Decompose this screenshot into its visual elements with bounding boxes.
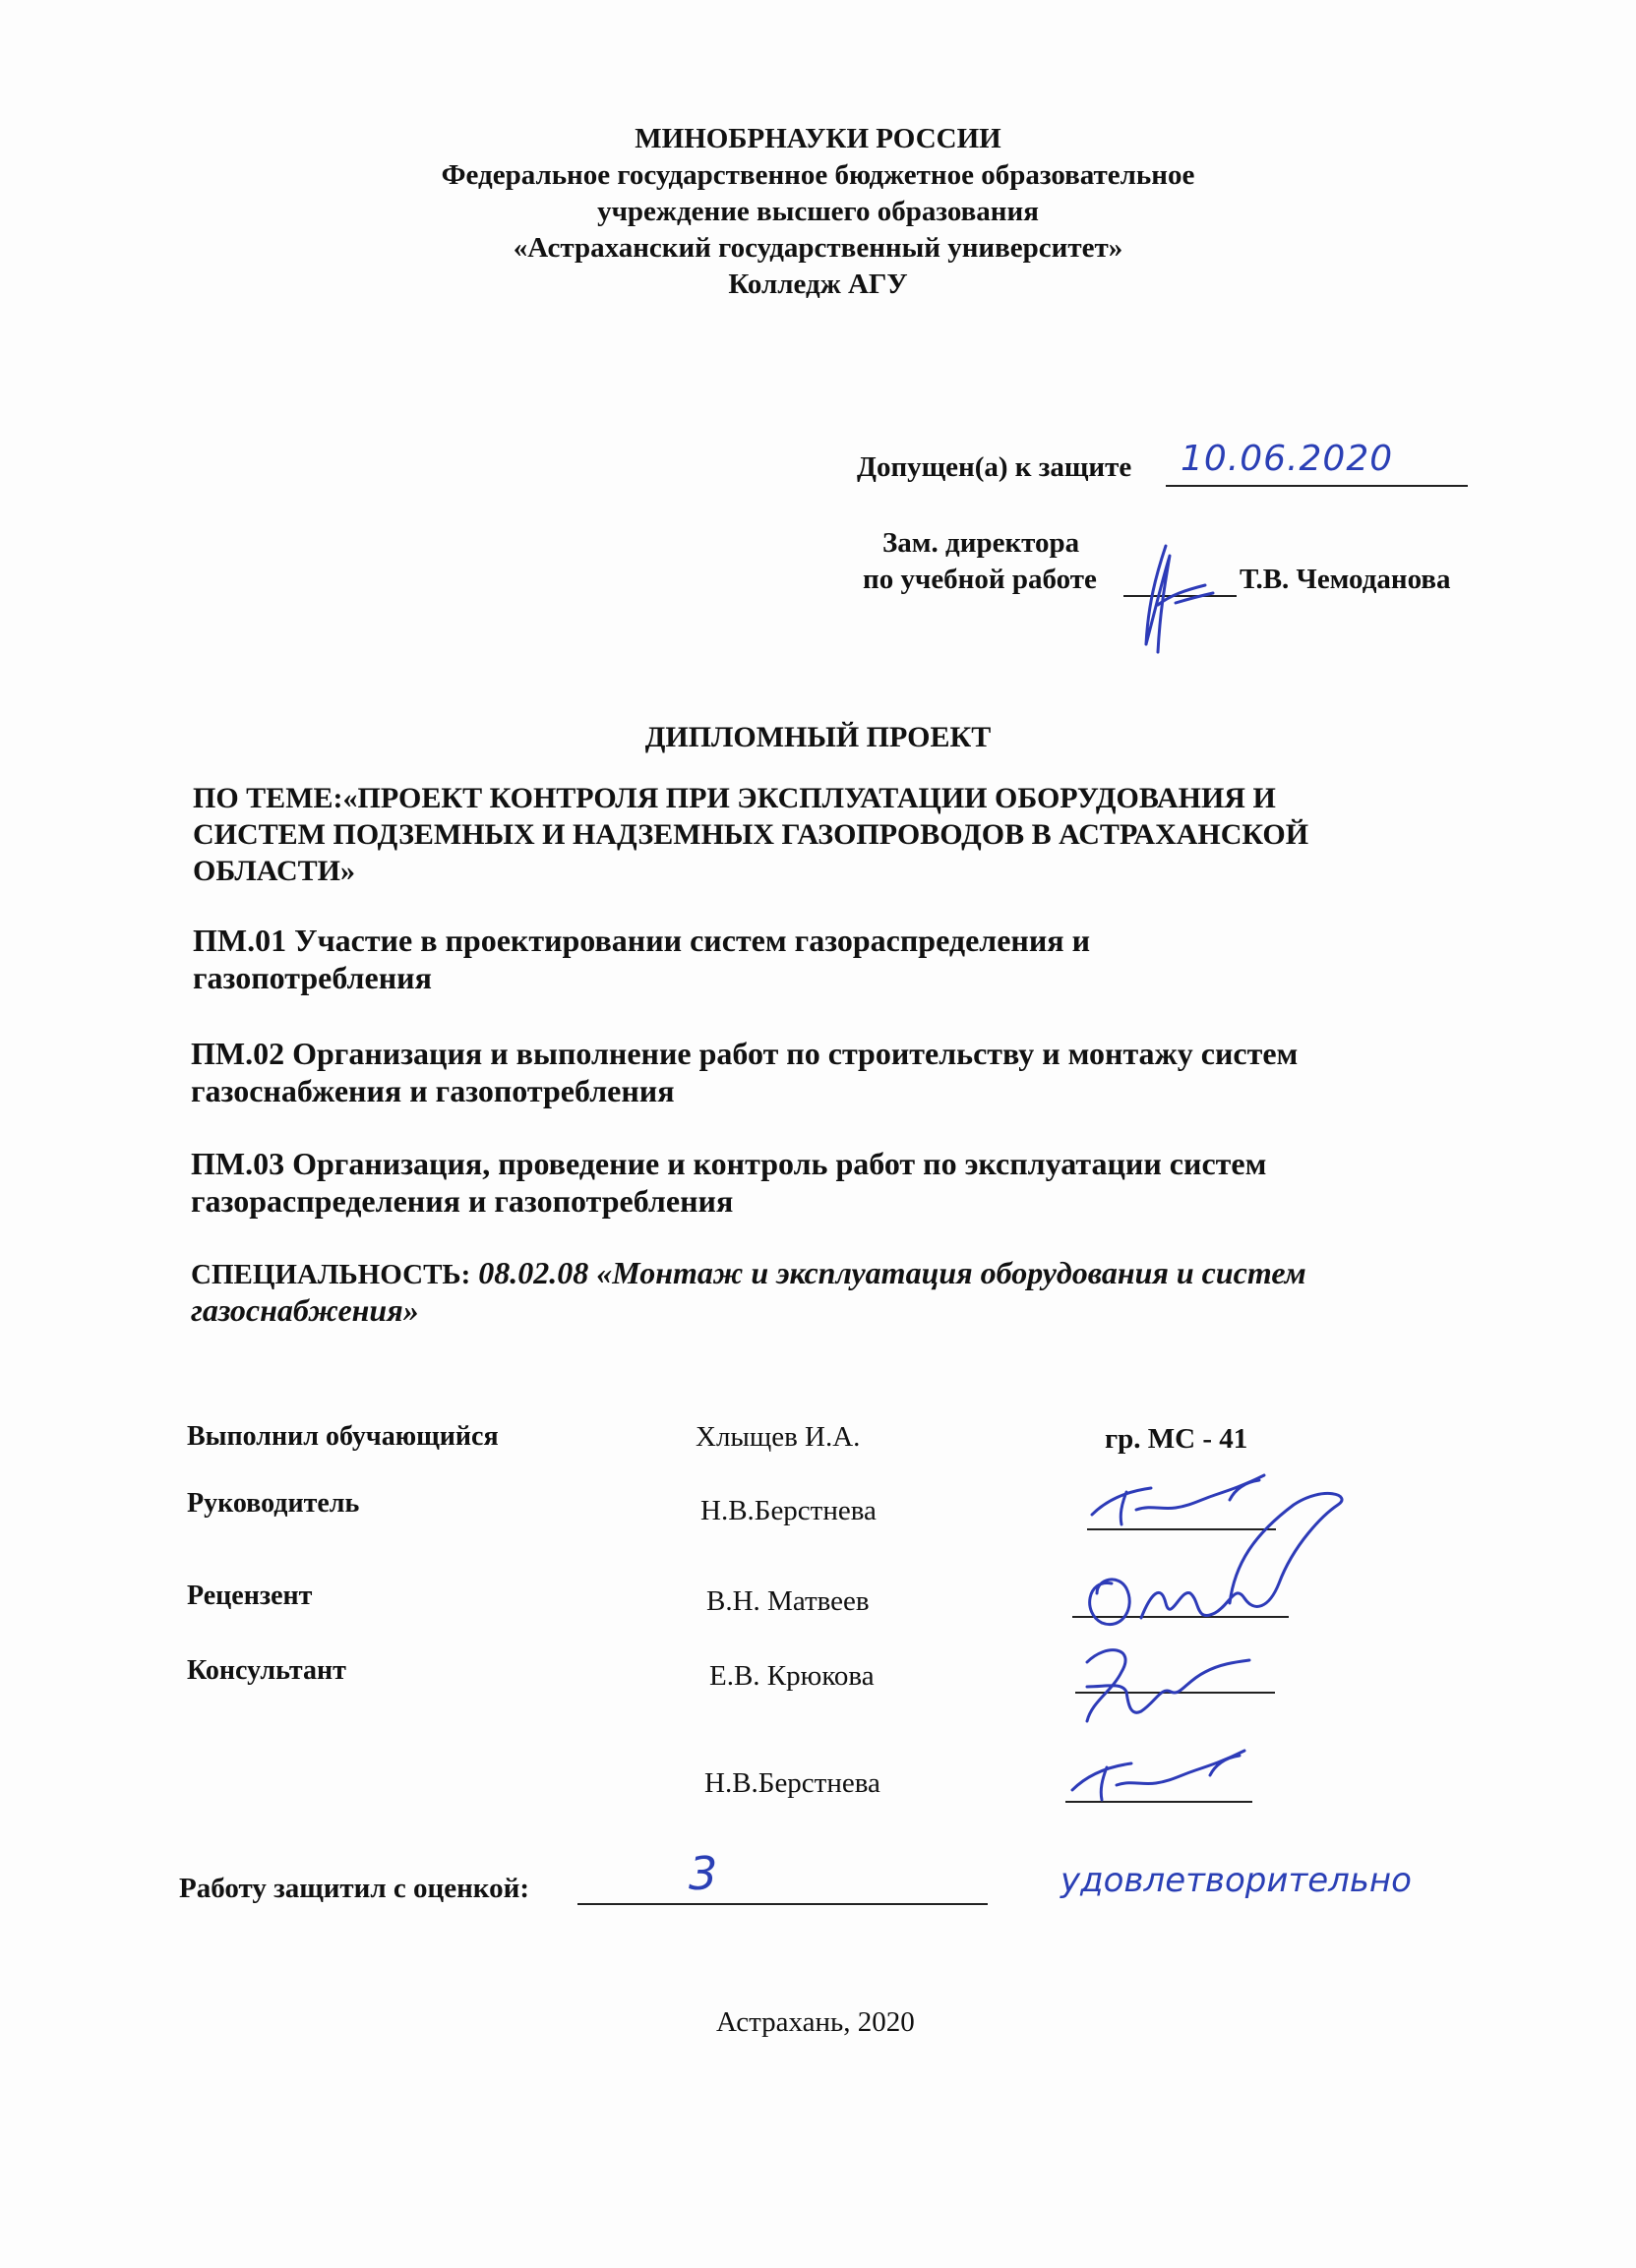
document-title: ДИПЛОМНЫЙ ПРОЕКТ xyxy=(644,721,992,753)
name-reviewer: В.Н. Матвеев xyxy=(706,1585,870,1617)
grade-text-handwritten: удовлетворительно xyxy=(1060,1861,1412,1900)
grade-value-handwritten: 3 xyxy=(689,1847,718,1900)
admitted-date-handwritten: 10.06.2020 xyxy=(1181,439,1394,479)
role-student: Выполнил обучающийся xyxy=(187,1421,499,1452)
name-supervisor: Н.В.Берстнева xyxy=(700,1495,877,1526)
specialty-value-line-2: газоснабжения» xyxy=(191,1292,419,1328)
name-student: Хлыщев И.А. xyxy=(696,1421,861,1453)
topic-line-3: ОБЛАСТИ» xyxy=(193,855,355,887)
consultant-signature xyxy=(1067,1633,1264,1731)
student-group: гр. МС - 41 xyxy=(1105,1423,1248,1455)
pm03-line-2: газораспределения и газопотребления xyxy=(191,1183,734,1219)
pm02-line-1: ПМ.02 Организация и выполнение работ по строительству и монтажу систем xyxy=(191,1036,1299,1071)
specialty-value-line-1: 08.02.08 «Монтаж и эксплуатация оборудования и систем xyxy=(478,1255,1306,1290)
university-name: «Астраханский государственный университет» xyxy=(513,232,1123,264)
name-second-consultant: Н.В.Берстнева xyxy=(704,1767,880,1799)
topic-line-1: ПО ТЕМЕ:«ПРОЕКТ КОНТРОЛЯ ПРИ ЭКСПЛУАТАЦИИ ОБОРУДОВАНИЯ И xyxy=(193,782,1276,814)
deputy-signature xyxy=(1126,536,1220,659)
specialty-label: СПЕЦИАЛЬНОСТЬ: xyxy=(191,1259,471,1290)
grade-label: Работу защитил с оценкой: xyxy=(179,1873,529,1904)
second-consultant-signature xyxy=(1062,1746,1259,1815)
pm01-line-1: ПМ.01 Участие в проектировании систем газораспределения и xyxy=(193,923,1091,958)
deputy-subtitle: по учебной работе xyxy=(863,564,1097,595)
institution-line-2: учреждение высшего образования xyxy=(597,196,1039,227)
institution-line-1: Федеральное государственное бюджетное образовательное xyxy=(441,159,1195,191)
role-consultant: Консультант xyxy=(187,1655,346,1686)
pm01-line-2: газопотребления xyxy=(193,960,432,995)
college-name: Колледж АГУ xyxy=(728,269,908,300)
topic-line-2: СИСТЕМ ПОДЗЕМНЫХ И НАДЗЕМНЫХ ГАЗОПРОВОДОВ В АСТРАХАНСКОЙ xyxy=(193,818,1309,851)
role-supervisor: Руководитель xyxy=(187,1488,360,1519)
reviewer-signature xyxy=(1058,1475,1382,1642)
admitted-label: Допущен(а) к защите xyxy=(857,451,1132,483)
pm03-line-1: ПМ.03 Организация, проведение и контроль работ по эксплуатации систем xyxy=(191,1146,1267,1181)
ministry-name: МИНОБРНАУКИ РОССИИ xyxy=(635,123,1001,154)
admitted-date-line xyxy=(1166,485,1468,487)
grade-line xyxy=(577,1903,988,1905)
name-consultant: Е.В. Крюкова xyxy=(709,1660,875,1692)
deputy-name: Т.В. Чемоданова xyxy=(1240,564,1451,595)
pm02-line-2: газоснабжения и газопотребления xyxy=(191,1073,675,1108)
specialty xyxy=(191,1255,1306,1291)
city-year: Астрахань, 2020 xyxy=(716,2006,915,2038)
deputy-title: Зам. директора xyxy=(882,527,1080,559)
role-reviewer: Рецензент xyxy=(187,1581,313,1611)
